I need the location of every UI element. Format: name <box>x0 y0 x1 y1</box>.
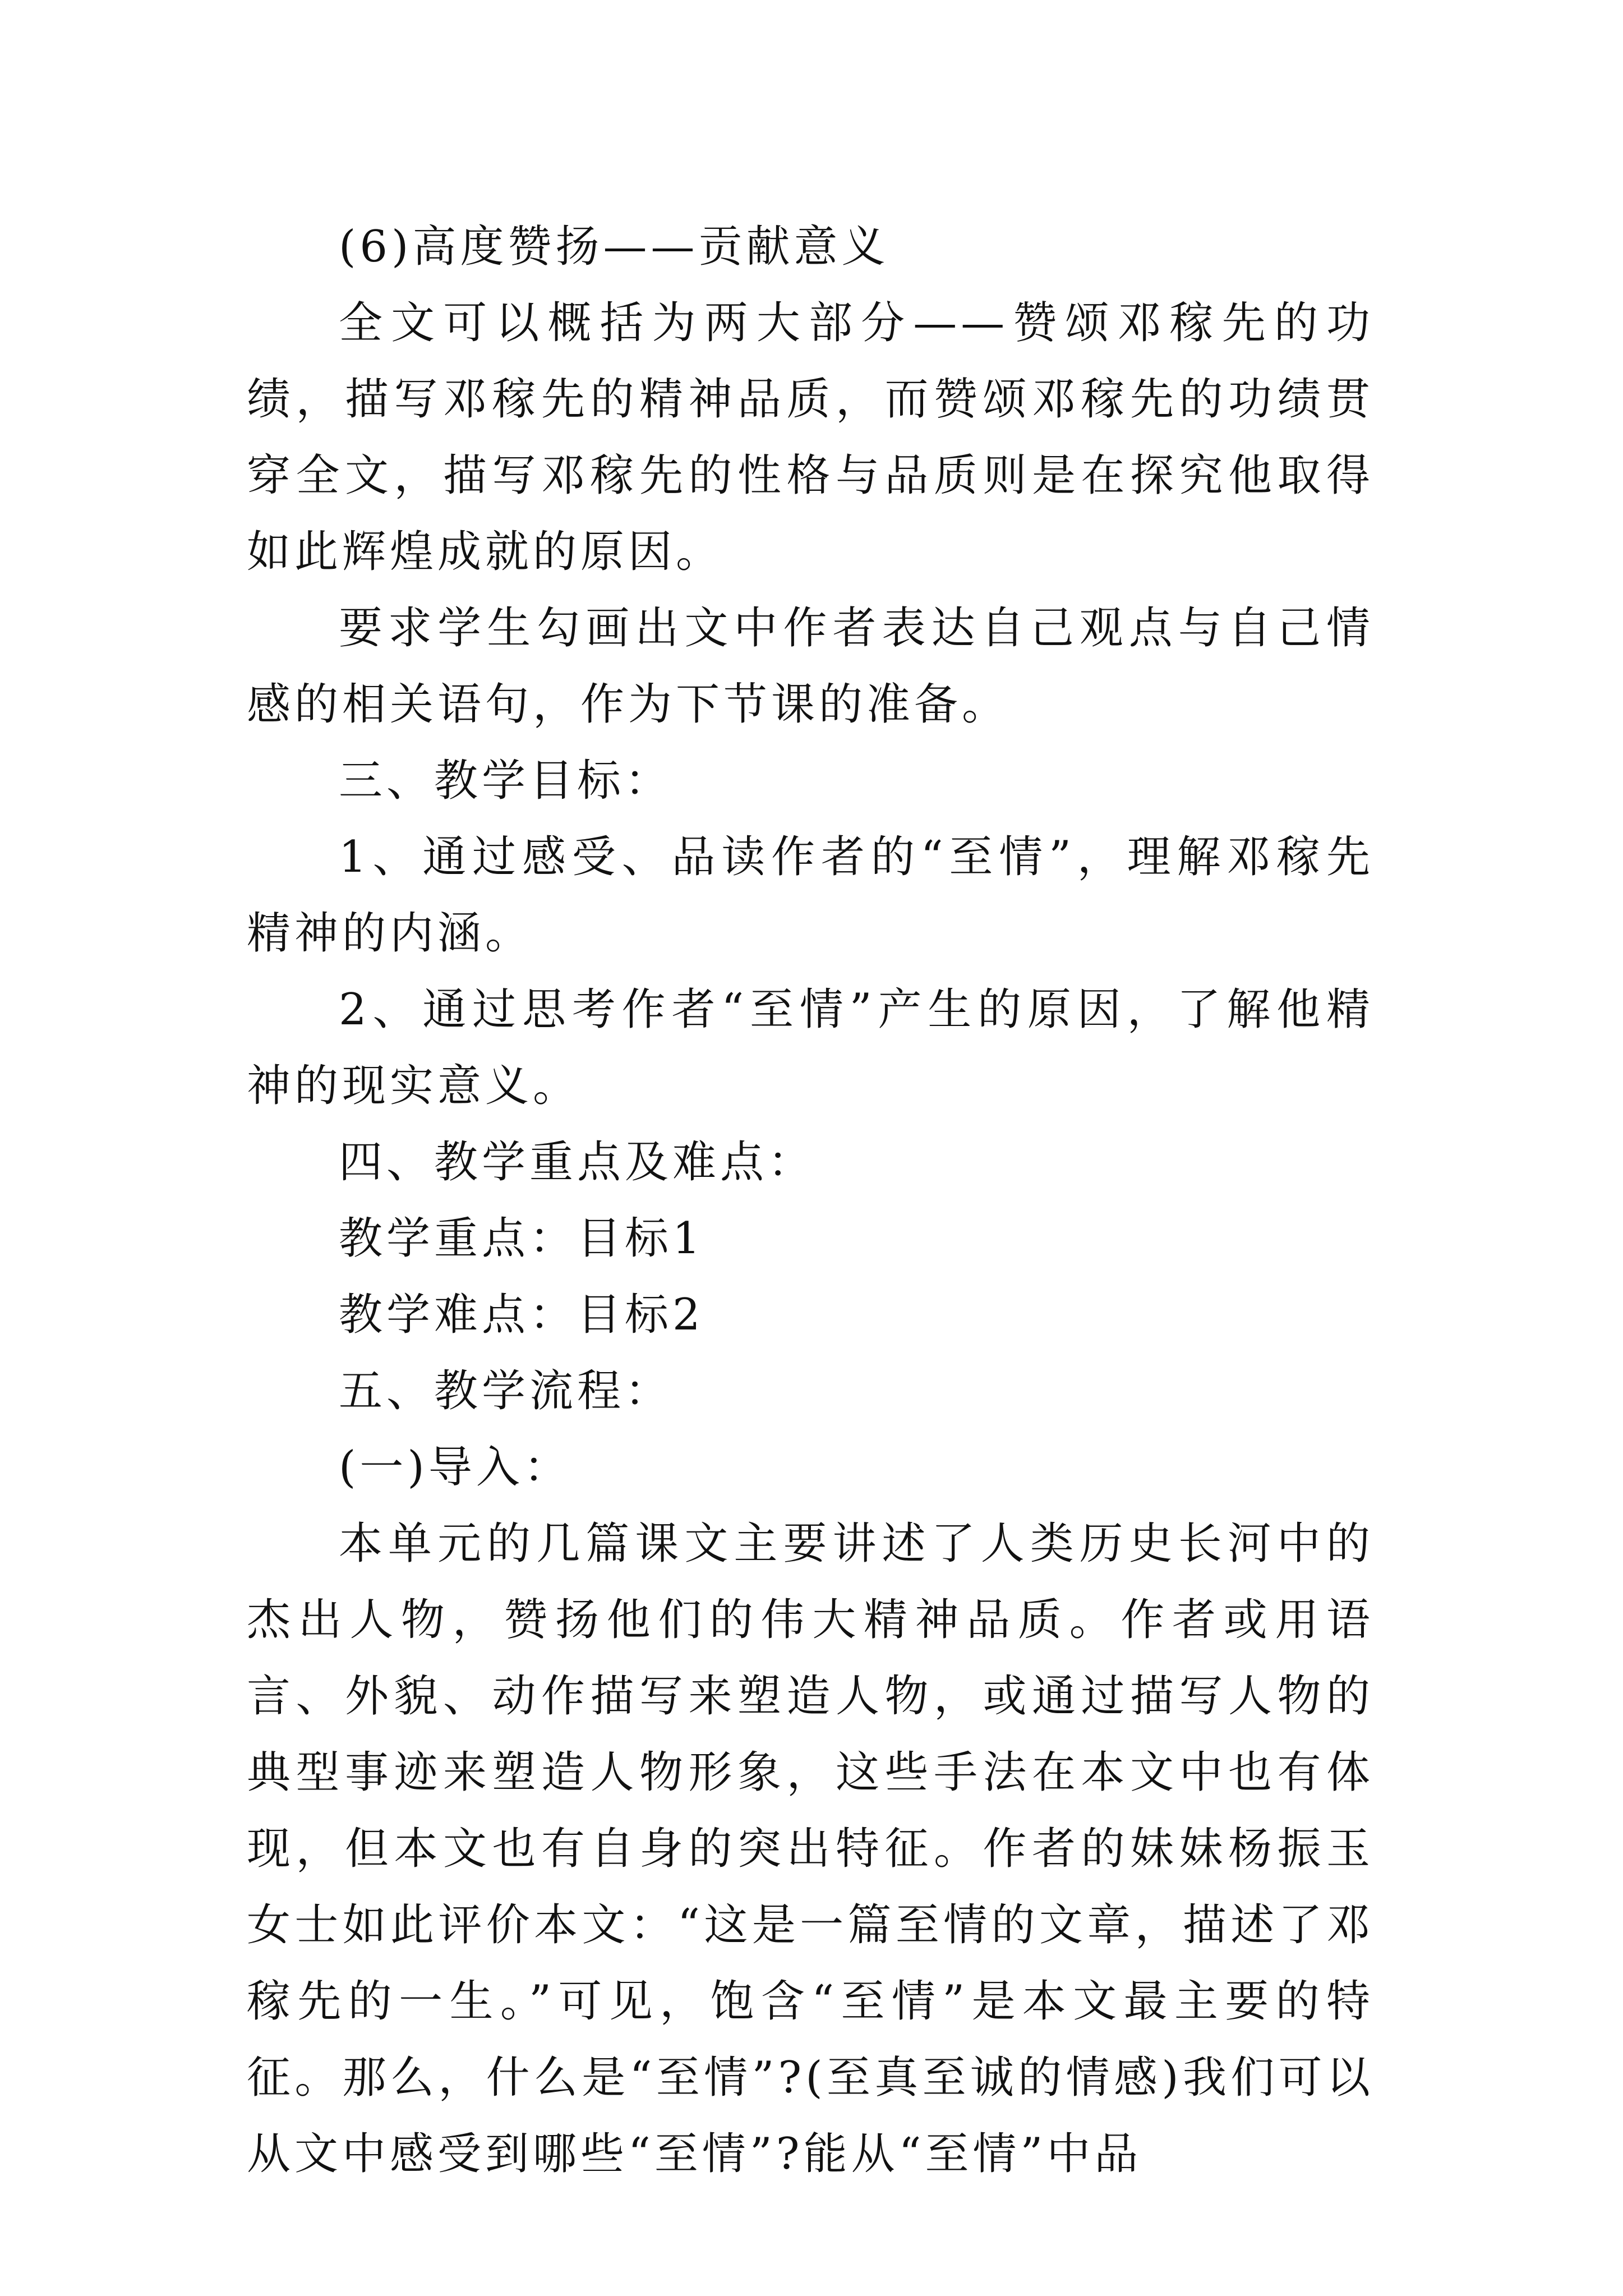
difficulty-item: 教学难点：目标2 <box>339 1290 704 1340</box>
heading-key-points: 四、教学重点及难点： <box>339 1137 816 1188</box>
key-point-item: 教学重点：目标1 <box>339 1213 704 1264</box>
paragraph-summary: 全文可以概括为两大部分——赞颂邓稼先的功绩，描写邓稼先的精神品质，而赞颂邓稼先的功绩贯穿全文，描写邓稼先的性格与品质则是在探究他取得如此辉煌成就的原因。 <box>247 298 1374 577</box>
heading-teaching-process: 五、教学流程： <box>339 1366 673 1416</box>
paragraph-introduction: 本单元的几篇课文主要讲述了人类历史长河中的杰出人物，赞扬他们的伟大精神品质。作者或用语言、外貌、动作描写来塑造人物，或通过描写人物的典型事迹来塑造人物形象，这些手法在本文中也有体现，但本文也有自身的突出特征。作者的妹妹杨振玉女士如此评价本文：“这是一篇至情的文章，描述了邓稼先的一生。”可见，饱含“至情”是本文最主要的特征。那么，什么是“至情”?(至真至诚的情感)我们可以从文中感受到哪些“至情”?能从“至情”中品 <box>247 1519 1374 2179</box>
document-body <box>247 209 1374 2192</box>
goal-item-1: 1、通过感受、品读作者的“至情”，理解邓稼先精神的内涵。 <box>247 832 1374 959</box>
paragraph-assignment: 要求学生勾画出文中作者表达自己观点与自己情感的相关语句，作为下节课的准备。 <box>247 603 1374 730</box>
heading-teaching-goals: 三、教学目标： <box>339 756 673 806</box>
subheading-introduction: (一)导入： <box>339 1442 571 1493</box>
goal-item-2: 2、通过思考作者“至情”产生的原因，了解他精神的现实意义。 <box>247 984 1374 1111</box>
paragraph-section-heading-6: (6)高度赞扬——贡献意义 <box>339 222 889 272</box>
